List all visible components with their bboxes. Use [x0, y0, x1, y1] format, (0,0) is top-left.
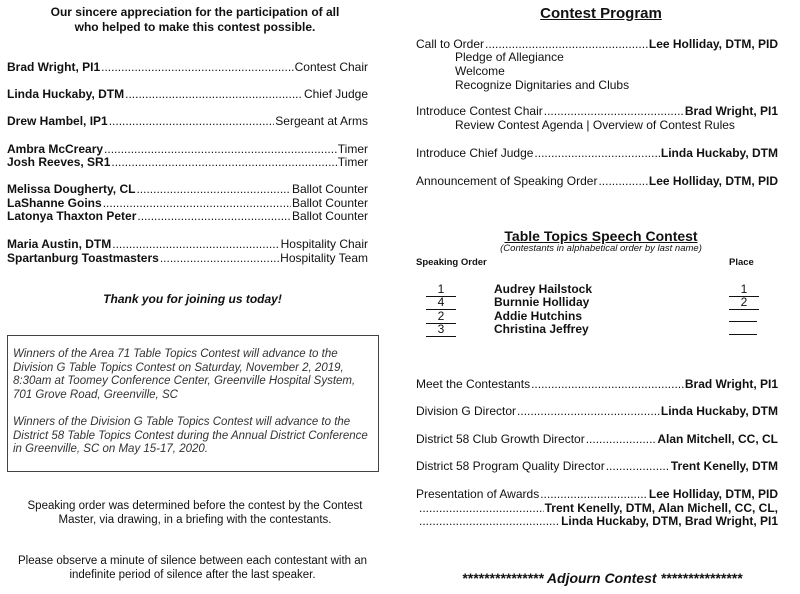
contestant-place-blank [729, 322, 757, 335]
official-role: Sergeant at Arms [275, 114, 368, 128]
program-row [416, 377, 778, 391]
official-role: Chief Judge [303, 87, 368, 101]
silence-note: Please observe a minute of silence between each contestant with an indefinite period of silence after the last speaker. [17, 555, 368, 581]
program-row [416, 459, 778, 473]
program-person: Brad Wright, PI1 [684, 104, 778, 118]
program-item: Meet the Contestants [416, 377, 531, 391]
official-row [7, 87, 368, 101]
program-person: Linda Huckaby, DTM [660, 404, 778, 418]
official-name: Spartanburg Toastmasters [7, 251, 159, 265]
official-row [7, 114, 368, 128]
contestant-name: Burnnie Holliday [494, 295, 590, 309]
program-item: Introduce Contest Chair [416, 104, 543, 118]
official-role: Ballot Counter [291, 196, 368, 210]
program-row [416, 104, 778, 118]
program-row [416, 487, 778, 501]
official-role: Ballot Counter [291, 209, 368, 223]
appreciation-line-2: who helped to make this contest possible. [74, 20, 316, 34]
awards-continued-row [418, 501, 778, 515]
official-name: Maria Austin, DTM [7, 237, 112, 251]
contestant-order: 2 [426, 309, 456, 324]
program-person: Lee Holliday, DTM, PID [648, 37, 778, 51]
contestant-order: 4 [426, 295, 456, 310]
adjourn-contest: *************** Adjourn Contest *************** [461, 570, 743, 586]
program-row [416, 174, 778, 188]
program-item: Division G Director [416, 404, 517, 418]
table-topics-title: Table Topics Speech Contest [504, 228, 698, 244]
program-item: Announcement of Speaking Order [416, 174, 598, 188]
official-row [7, 142, 368, 156]
program-person: Alan Mitchell, CC, CL [657, 432, 778, 446]
contestant-name: Addie Hutchins [494, 309, 583, 323]
official-row [7, 209, 368, 223]
winners-paragraph-1: Winners of the Area 71 Table Topics Contest will advance to the Division G Table Topics Contest on Saturday, November 2, 2019, 8:30am at Toomey Conference Center, Greenville Hospital System, 701 Grove Road, Greenville, SC [13, 348, 356, 401]
winners-paragraph-2: Winners of the Division G Table Topics Contest will advance to the District 58 Table Topics Contest during the Annual District Conference in Greenville, SC on May 15-17, 2020. [13, 416, 368, 456]
official-role: Hospitality Chair [280, 237, 368, 251]
program-row [416, 432, 778, 446]
program-person: Lee Holliday, DTM, PID [648, 174, 778, 188]
official-role: Contest Chair [294, 60, 368, 74]
appreciation-line-1: Our sincere appreciation for the participation of all [50, 5, 340, 19]
contestant-order: 3 [426, 322, 456, 337]
program-subitem: Recognize Dignitaries and Clubs [455, 78, 630, 92]
official-name: LaShanne Goins [7, 196, 102, 210]
contestant-name: Audrey Hailstock [494, 282, 593, 296]
program-item: District 58 Club Growth Director [416, 432, 585, 446]
program-item: Presentation of Awards [416, 487, 540, 501]
official-name: Drew Hambel, IP1 [7, 114, 108, 128]
program-row [416, 404, 778, 418]
official-row [7, 196, 368, 210]
official-name: Linda Huckaby, DTM [7, 87, 125, 101]
official-role: Hospitality Team [280, 251, 368, 265]
official-name: Latonya Thaxton Peter [7, 209, 137, 223]
program-person: Trent Kenelly, DTM [670, 459, 778, 473]
official-role: Timer [337, 142, 368, 156]
official-name: Josh Reeves, SR1 [7, 155, 111, 169]
program-person: Lee Holliday, DTM, PID [648, 487, 778, 501]
contestant-name: Christina Jeffrey [494, 322, 589, 336]
official-role: Ballot Counter [291, 182, 368, 196]
program-row [416, 37, 778, 51]
official-name: Ambra McCreary [7, 142, 104, 156]
program-person: Linda Huckaby, DTM [660, 146, 778, 160]
program-item: Introduce Chief Judge [416, 146, 534, 160]
contestant-order: 1 [426, 282, 456, 297]
program-subitem: Pledge of Allegiance [455, 50, 564, 64]
official-row [7, 182, 368, 196]
official-row [7, 237, 368, 251]
place-header: Place [729, 257, 754, 268]
speaking-order-note: Speaking order was determined before the contest by the Contest Master, via drawing, in a briefing with the contestants. [27, 500, 363, 526]
official-role: Timer [337, 155, 368, 169]
program-row [416, 146, 778, 160]
awards-continued-row [418, 514, 778, 528]
official-row [7, 251, 368, 265]
program-item: District 58 Program Quality Director [416, 459, 605, 473]
program-title: Contest Program [540, 5, 662, 22]
official-row [7, 155, 368, 169]
program-person: Brad Wright, PI1 [684, 377, 778, 391]
awards-presenters: Trent Kenelly, DTM, Alan Michell, CC, CL, [544, 501, 778, 515]
official-name: Melissa Dougherty, CL [7, 182, 136, 196]
speaking-order-header: Speaking Order [416, 257, 487, 268]
program-subitem: Welcome [455, 64, 505, 78]
official-name: Brad Wright, PI1 [7, 60, 101, 74]
program-item: Call to Order [416, 37, 485, 51]
official-row [7, 60, 368, 74]
awards-presenters: Linda Huckaby, DTM, Brad Wright, PI1 [561, 514, 778, 528]
contestant-place: 2 [729, 295, 759, 310]
contestant-place: 1 [729, 282, 759, 297]
contestant-place-blank [729, 309, 757, 322]
program-subitem: Review Contest Agenda | Overview of Contest Rules [455, 118, 735, 132]
thank-you-text: Thank you for joining us today! [103, 292, 282, 306]
table-topics-subtitle: (Contestants in alphabetical order by last name) [500, 243, 702, 254]
